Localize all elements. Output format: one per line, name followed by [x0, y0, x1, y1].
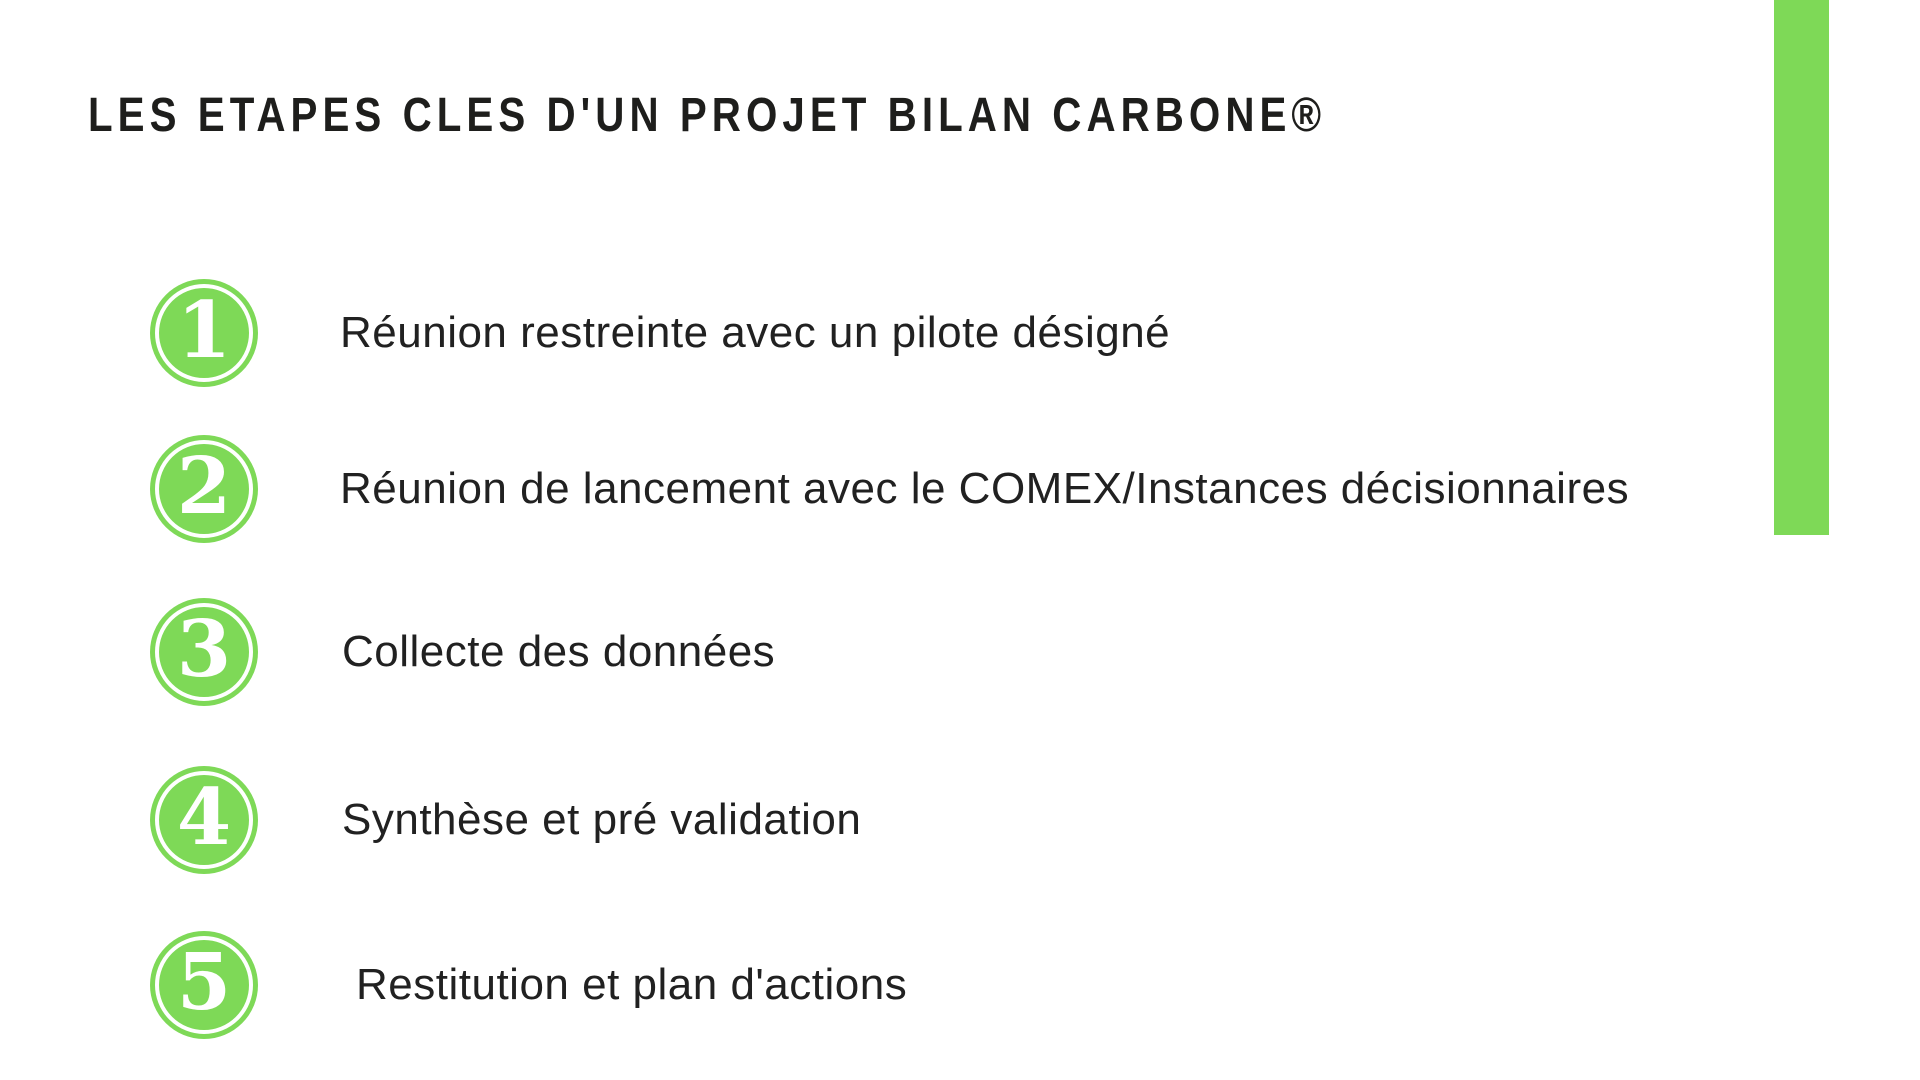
- step-4-number: 4: [176, 772, 232, 863]
- step-4-label: Synthèse et pré validation: [342, 794, 862, 844]
- step-3-number: 3: [176, 604, 232, 695]
- step-3-number-badge: [150, 598, 258, 706]
- step-4-number-badge: [150, 766, 258, 874]
- accent-bar: [1774, 0, 1829, 535]
- step-2-number-badge: [150, 435, 258, 543]
- step-row-2: [150, 434, 1629, 544]
- step-row-4: [150, 765, 861, 875]
- step-5-number-badge: [150, 931, 258, 1039]
- step-2-number: 2: [176, 441, 232, 532]
- step-row-5: [150, 930, 907, 1040]
- step-row-3: [150, 597, 775, 707]
- step-1-number-badge: [150, 279, 258, 387]
- step-3-label: Collecte des données: [342, 626, 776, 676]
- step-2-label: Réunion de lancement avec le COMEX/Instances décisionnaires: [340, 463, 1630, 513]
- step-5-label: Restitution et plan d'actions: [356, 959, 908, 1009]
- page-title: LES ETAPES CLES D'UN PROJET BILAN CARBONE®: [88, 89, 1327, 142]
- step-1-label: Réunion restreinte avec un pilote désigné: [340, 307, 1171, 357]
- step-1-number: 1: [176, 285, 232, 376]
- step-5-number: 5: [176, 937, 232, 1028]
- step-row-1: [150, 278, 1170, 388]
